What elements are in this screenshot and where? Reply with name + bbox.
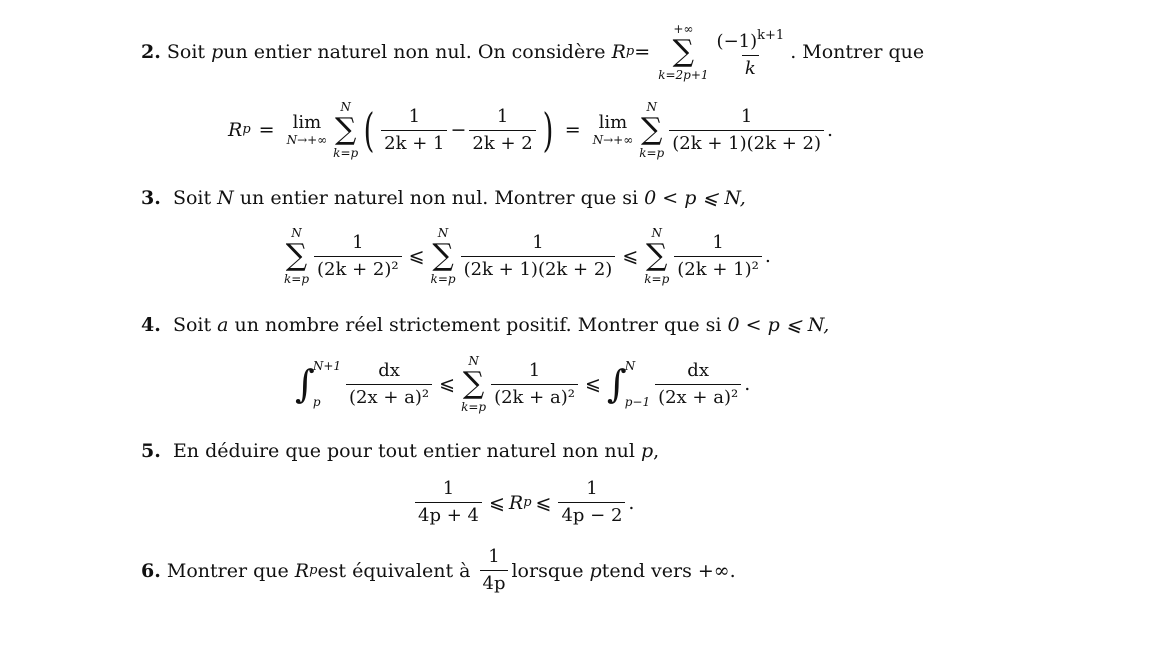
subscript: p — [309, 562, 318, 578]
text: En déduire que pour tout entier naturel non nul — [172, 440, 641, 462]
subscript: p — [625, 44, 635, 59]
sum-upper: +∞ — [673, 22, 694, 36]
sum-operator: +∞ ∑ k=2p+1 — [658, 22, 709, 82]
item-2-statement — [141, 22, 924, 82]
fraction — [381, 106, 447, 155]
text: un entier naturel non nul. Montrer que si — [233, 187, 645, 209]
item-5-display-inequality — [412, 478, 634, 527]
denominator: (2k + a)² — [491, 384, 578, 409]
sum-upper: N — [651, 226, 662, 240]
numerator: 1 — [496, 105, 509, 127]
leq: ⩽ — [488, 491, 505, 514]
sum-upper: N — [340, 100, 351, 114]
item-number: 5. — [141, 440, 161, 462]
sum-operator: N ∑ k=p — [284, 226, 310, 286]
var-R: R — [228, 119, 243, 141]
leq: ⩽ — [408, 245, 425, 267]
fraction — [669, 106, 824, 155]
denominator: (2k + 1)(2k + 2) — [461, 256, 616, 281]
sum-operator: N ∑ k=p — [430, 226, 456, 286]
item-5-statement — [141, 439, 659, 463]
subscript: p — [242, 122, 251, 137]
text: tend vers +∞. — [601, 559, 736, 582]
denominator: 2k + 1 — [381, 130, 447, 155]
sum-upper: N — [291, 226, 302, 240]
var-R: R — [611, 41, 626, 63]
text: Soit — [166, 41, 206, 63]
period: . — [827, 119, 834, 141]
text: est équivalent à — [317, 559, 471, 582]
sum-upper: N — [646, 100, 657, 114]
fraction — [674, 232, 762, 281]
integral-operator: ∫ N p−1 — [606, 359, 651, 409]
period: . — [744, 373, 751, 395]
fraction — [558, 478, 625, 527]
equals: = — [258, 119, 275, 141]
subscript: p — [523, 494, 532, 510]
denominator: 4p — [480, 570, 509, 595]
denominator: 4p − 2 — [558, 502, 625, 527]
var-a: a — [217, 314, 229, 336]
sum-lower: k=2p+1 — [658, 68, 709, 82]
denominator: (2k + 2)² — [314, 256, 402, 281]
exponent: k+1 — [757, 27, 785, 43]
sum-operator: N ∑ k=p — [644, 226, 670, 286]
fraction — [461, 232, 616, 281]
sum-upper: N — [468, 354, 479, 368]
condition: 0 < p ⩽ N, — [727, 314, 830, 336]
lim-under: N→+∞ — [592, 133, 634, 147]
sum-operator: N ∑ k=p — [639, 100, 665, 160]
item-6-statement — [141, 546, 736, 595]
var-p: p — [640, 440, 654, 462]
item-number: 2. — [141, 41, 161, 63]
leq: ⩽ — [535, 491, 552, 514]
denominator: (2k + 1)(2k + 2) — [669, 130, 824, 155]
lim-word: lim — [292, 112, 322, 133]
item-4-display-inequality — [293, 354, 750, 414]
item-number: 4. — [141, 314, 161, 336]
sum-lower: k=p — [284, 272, 310, 286]
sum-operator: N ∑ k=p — [461, 354, 487, 414]
fraction — [314, 232, 402, 281]
var-N: N — [217, 187, 234, 209]
sum-lower: k=p — [430, 272, 456, 286]
var-R: R — [508, 491, 524, 514]
numerator: 1 — [442, 478, 455, 499]
text: Soit — [172, 314, 218, 336]
text: un nombre réel strictement positif. Montrer que si — [228, 314, 728, 336]
sum-operator: N ∑ k=p — [333, 100, 359, 160]
numerator: 1 — [586, 478, 598, 499]
limit-operator — [287, 113, 328, 147]
sum-lower: k=p — [461, 400, 487, 414]
condition: 0 < p ⩽ N, — [644, 187, 746, 209]
sum-lower: k=p — [644, 272, 670, 286]
item-4-statement — [141, 313, 829, 337]
fraction — [714, 25, 788, 80]
numerator: 1 — [528, 359, 541, 381]
text: lorsque — [511, 559, 584, 582]
lim-word: lim — [598, 112, 628, 133]
minus: − — [450, 119, 467, 141]
numerator: dx — [378, 359, 400, 381]
period: . — [764, 245, 771, 267]
denominator: (2x + a)² — [655, 384, 741, 409]
denominator: (2x + a)² — [346, 384, 432, 409]
var-p: p — [211, 41, 224, 63]
item-3-display-inequality — [282, 226, 771, 286]
denominator: k — [742, 55, 759, 80]
sum-upper: N — [437, 226, 449, 240]
denominator: (2k + 1)² — [674, 256, 762, 281]
numerator: dx — [687, 359, 709, 381]
integral-upper: N — [624, 359, 636, 373]
numerator: 1 — [532, 231, 544, 253]
sum-lower: k=p — [639, 146, 665, 160]
numerator: 1 — [740, 105, 753, 127]
text: Montrer que — [166, 559, 289, 582]
period: . — [628, 491, 635, 514]
numerator: 1 — [712, 231, 724, 253]
fraction — [469, 106, 535, 155]
numerator: 1 — [408, 105, 421, 127]
sum-lower: k=p — [333, 146, 359, 160]
item-3-statement — [141, 186, 746, 210]
numerator: (−1) — [716, 30, 758, 52]
numerator: 1 — [352, 231, 364, 253]
integral-lower: p−1 — [624, 395, 651, 409]
limit-operator — [593, 113, 634, 147]
numerator: 1 — [488, 546, 500, 567]
equals: = — [564, 119, 581, 141]
lim-under: N→+∞ — [286, 133, 328, 147]
leq: ⩽ — [584, 373, 601, 395]
var-R: R — [294, 559, 310, 582]
leq: ⩽ — [439, 373, 456, 395]
integral-lower: p — [312, 395, 321, 409]
fraction — [655, 360, 741, 409]
fraction — [491, 360, 578, 409]
text: Soit — [172, 187, 218, 209]
fraction — [346, 360, 432, 409]
integral-operator: ∫ N+1 p — [295, 359, 342, 409]
text: , — [653, 440, 660, 462]
denominator: 2k + 2 — [469, 130, 535, 155]
fraction — [480, 546, 509, 595]
fraction — [415, 478, 482, 527]
equals: = — [634, 41, 651, 63]
item-number: 3. — [141, 187, 161, 209]
item-2-display-equation: R p = lim N→+∞ N ∑ k=p ( $\frac{1}{2k + 1}$ − $\frac{1}{2k + 2}$ ) = lim N→+∞ N ∑ k=p $\frac{1}{(2k + 1)(2k + 2)}$ . — [228, 100, 834, 160]
var-p: p — [589, 559, 602, 582]
integral-upper: N+1 — [312, 359, 342, 373]
denominator: 4p + 4 — [415, 502, 482, 527]
leq: ⩽ — [622, 245, 639, 267]
item-number: 6. — [141, 559, 161, 582]
text: un entier naturel non nul. On considère — [223, 41, 606, 63]
text: . Montrer que — [790, 41, 925, 63]
